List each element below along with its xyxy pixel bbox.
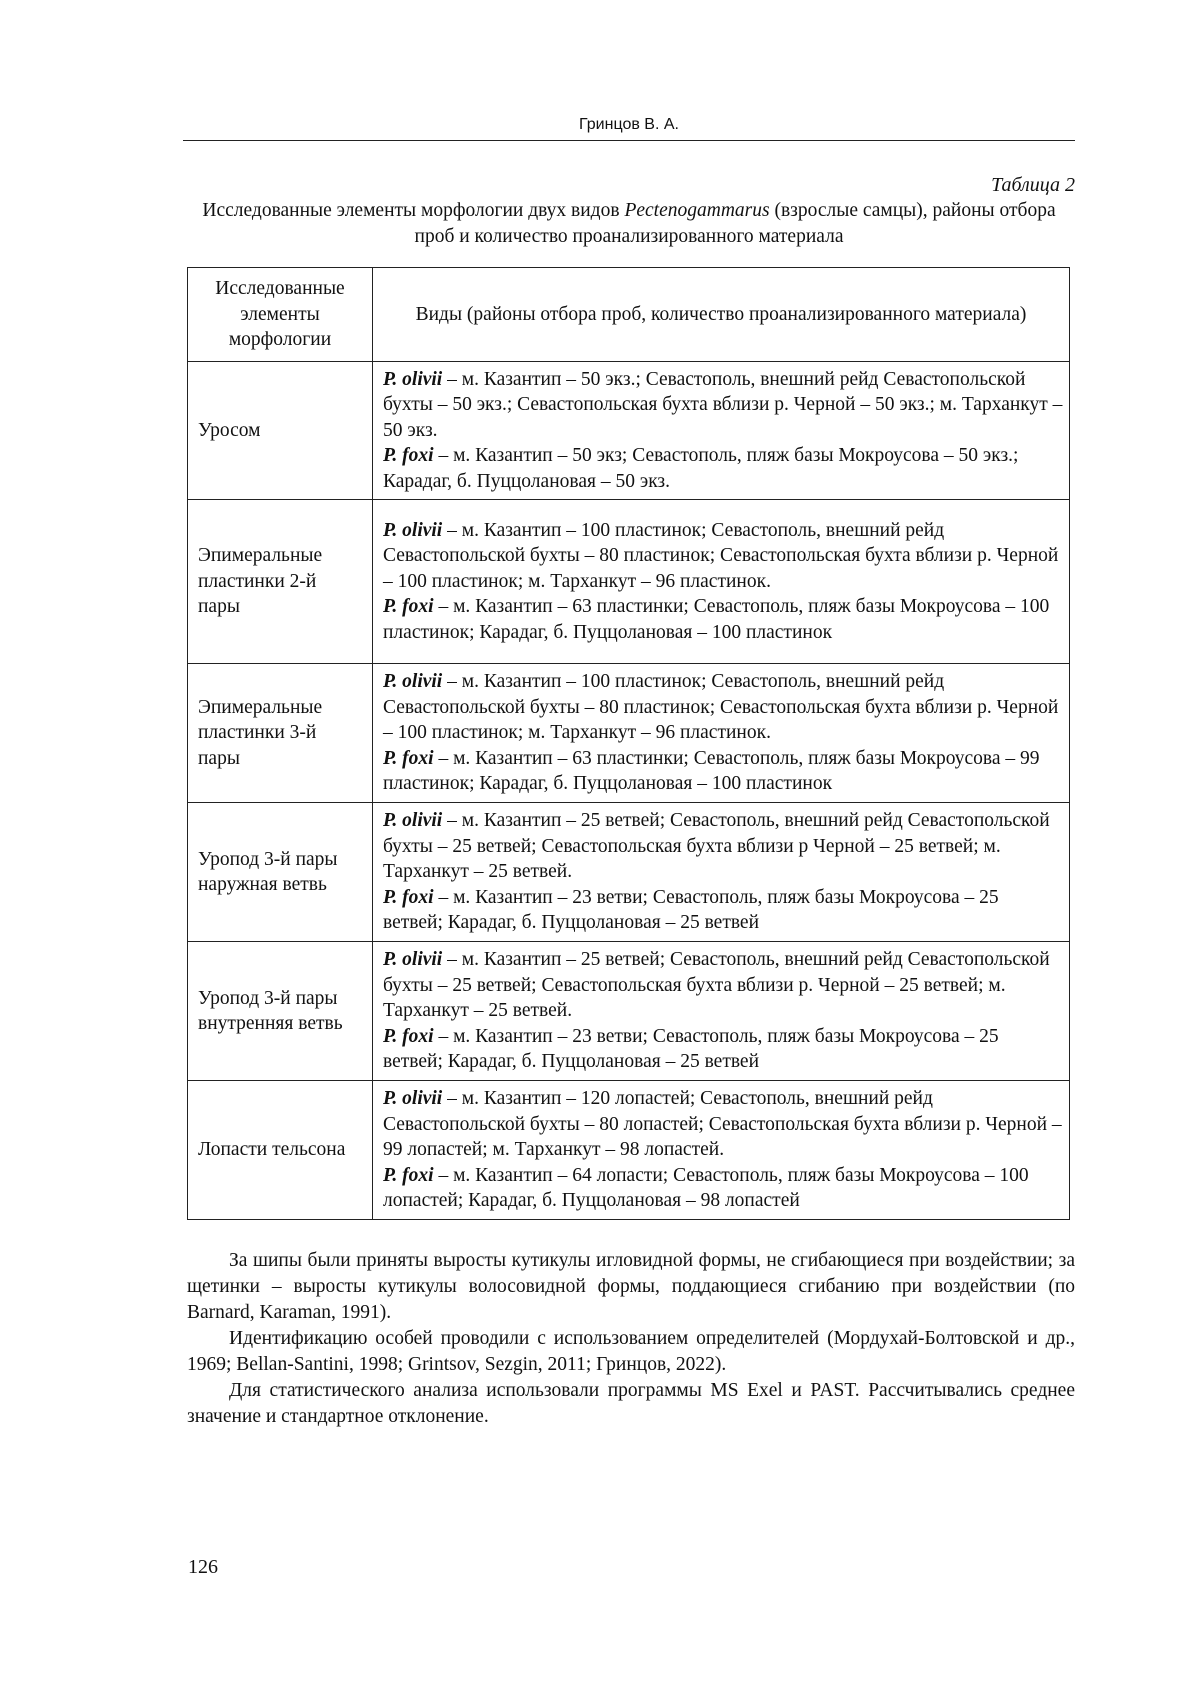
species-name: P. foxi: [383, 1164, 434, 1186]
element-cell: Эпимеральные пластинки 2-й пары: [188, 500, 373, 664]
species-name: P. foxi: [383, 886, 434, 908]
species-details: – м. Казантип – 25 ветвей; Севастополь, внешний рейд Севастопольской бухты – 25 ветвей; Севастопольская бухта вблизи р. Черной – 25 ветвей; м. Тарханкут – 25 ветвей.: [383, 949, 1050, 1022]
olivii-entry: [383, 947, 1063, 1024]
foxi-entry: [383, 594, 1063, 645]
table-row: [188, 361, 1070, 500]
species-details: – м. Казантип – 50 экз.; Севастополь, внешний рейд Севастопольской бухты – 50 экз.; Севастопольская бухта вблизи р. Черной – 50 экз.; м. Тарханкут – 50 экз.: [383, 368, 1063, 441]
table-row: [188, 803, 1070, 942]
table-row: [188, 1081, 1070, 1220]
species-details: – м. Казантип – 63 пластинки; Севастополь, пляж базы Мокроусова – 100 пластинок; Карадаг, б. Пуццолановая – 100 пластинок: [383, 596, 1050, 643]
species-name: P. olivii: [383, 1088, 443, 1110]
olivii-entry: [383, 669, 1063, 746]
foxi-entry: [383, 746, 1063, 797]
species-cell: [373, 361, 1070, 500]
element-cell: Уропод 3-й пары наружная ветвь: [188, 803, 373, 942]
species-name: P. olivii: [383, 810, 443, 832]
table-header-row: [188, 268, 1070, 362]
species-details: – м. Казантип – 64 лопасти; Севастополь, пляж базы Мокроусова – 100 лопастей; Карадаг, б. Пуццолановая – 98 лопастей: [383, 1164, 1029, 1212]
morphology-table: [187, 267, 1070, 1220]
species-details: – м. Казантип – 25 ветвей; Севастополь, внешний рейд Севастопольской бухты – 25 ветвей; Севастопольская бухта вблизи р Черной – 25 ветвей; м. Тарханкут – 25 ветвей.: [383, 810, 1050, 883]
species-name: P. foxi: [383, 1025, 434, 1047]
table-row: [188, 942, 1070, 1081]
species-name: P. foxi: [383, 747, 434, 769]
species-details: – м. Казантип – 23 ветви; Севастополь, пляж базы Мокроусова – 25 ветвей; Карадаг, б. Пуццолановая – 25 ветвей: [383, 886, 999, 934]
table-row: [188, 664, 1070, 803]
table-label: Таблица 2: [991, 174, 1075, 196]
olivii-entry: [383, 367, 1063, 444]
element-cell: Уропод 3-й пары внутренняя ветвь: [188, 942, 373, 1081]
caption-text-after: (взрослые самцы), районы отбора проб и количество проанализированного материала: [414, 200, 1056, 247]
species-details: – м. Казантип – 63 пластинки; Севастополь, пляж базы Мокроусова – 99 пластинок; Карадаг, б. Пуццолановая – 100 пластинок: [383, 747, 1040, 795]
species-name: P. olivii: [383, 519, 443, 541]
species-details: – м. Казантип – 23 ветви; Севастополь, пляж базы Мокроусова – 25 ветвей; Карадаг, б. Пуццолановая – 25 ветвей: [383, 1025, 999, 1073]
page-number: 126: [188, 1556, 218, 1578]
body-text: [187, 1248, 1075, 1430]
species-cell: [373, 500, 1070, 664]
species-cell: [373, 942, 1070, 1081]
table-caption: [183, 198, 1075, 250]
species-name: P. olivii: [383, 368, 443, 390]
column-header-elements: Исследованные элементы морфологии: [188, 268, 373, 362]
species-name: P. olivii: [383, 949, 443, 971]
paragraph: За шипы были приняты выросты кутикулы игловидной формы, не сгибающиеся при воздействии; за щетинки – выросты кутикулы волосовидной формы, поддающиеся сгибанию при воздействии (по Barnard, Karaman, 1991).: [187, 1250, 1075, 1323]
paragraph: Для статистического анализа использовали программы MS Exel и PAST. Рассчитывались среднее значение и стандартное отклонение.: [187, 1380, 1075, 1427]
table-row: [188, 500, 1070, 664]
running-head: Гринцов В. А.: [579, 116, 679, 133]
foxi-entry: [383, 443, 1063, 494]
species-name: P. foxi: [383, 596, 434, 618]
olivii-entry: [383, 518, 1063, 595]
species-details: – м. Казантип – 120 лопастей; Севастополь, внешний рейд Севастопольской бухты – 80 лопастей; Севастопольская бухта вблизи р. Черной – 99 лопастей; м. Тарханкут – 98 лопастей.: [383, 1088, 1062, 1161]
species-cell: [373, 1081, 1070, 1220]
species-details: – м. Казантип – 100 пластинок; Севастополь, внешний рейд Севастопольской бухты – 80 пластинок; Севастопольская бухта вблизи р. Черной – 100 пластинок; м. Тарханкут – 96 пластинок.: [383, 519, 1059, 592]
caption-text-before: Исследованные элементы морфологии двух видов: [202, 200, 625, 221]
species-details: – м. Казантип – 100 пластинок; Севастополь, внешний рейд Севастопольской бухты – 80 пластинок; Севастопольская бухта вблизи р. Черной – 100 пластинок; м. Тарханкут – 96 пластинок.: [383, 671, 1059, 744]
header-rule: [183, 140, 1075, 141]
olivii-entry: [383, 808, 1063, 885]
element-cell: Лопасти тельсона: [188, 1081, 373, 1220]
paragraph: Идентификацию особей проводили с использованием определителей (Мордухай-Болтовской и др., 1969; Bellan-Santini, 1998; Grintsov, Sezgin, 2011; Гринцов, 2022).: [187, 1328, 1075, 1375]
species-cell: [373, 803, 1070, 942]
species-cell: [373, 664, 1070, 803]
foxi-entry: [383, 1163, 1063, 1214]
foxi-entry: [383, 1024, 1063, 1075]
caption-genus: Pectenogammarus: [624, 200, 770, 221]
species-name: P. olivii: [383, 671, 443, 693]
species-name: P. foxi: [383, 445, 434, 466]
element-cell: Эпимеральные пластинки 3-й пары: [188, 664, 373, 803]
foxi-entry: [383, 885, 1063, 936]
species-details: – м. Казантип – 50 экз; Севастополь, пляж базы Мокроусова – 50 экз.; Карадаг, б. Пуццолановая – 50 экз.: [383, 445, 1019, 492]
column-header-species: Виды (районы отбора проб, количество проанализированного материала): [373, 268, 1070, 362]
element-cell: Уросом: [188, 361, 373, 500]
olivii-entry: [383, 1086, 1063, 1163]
